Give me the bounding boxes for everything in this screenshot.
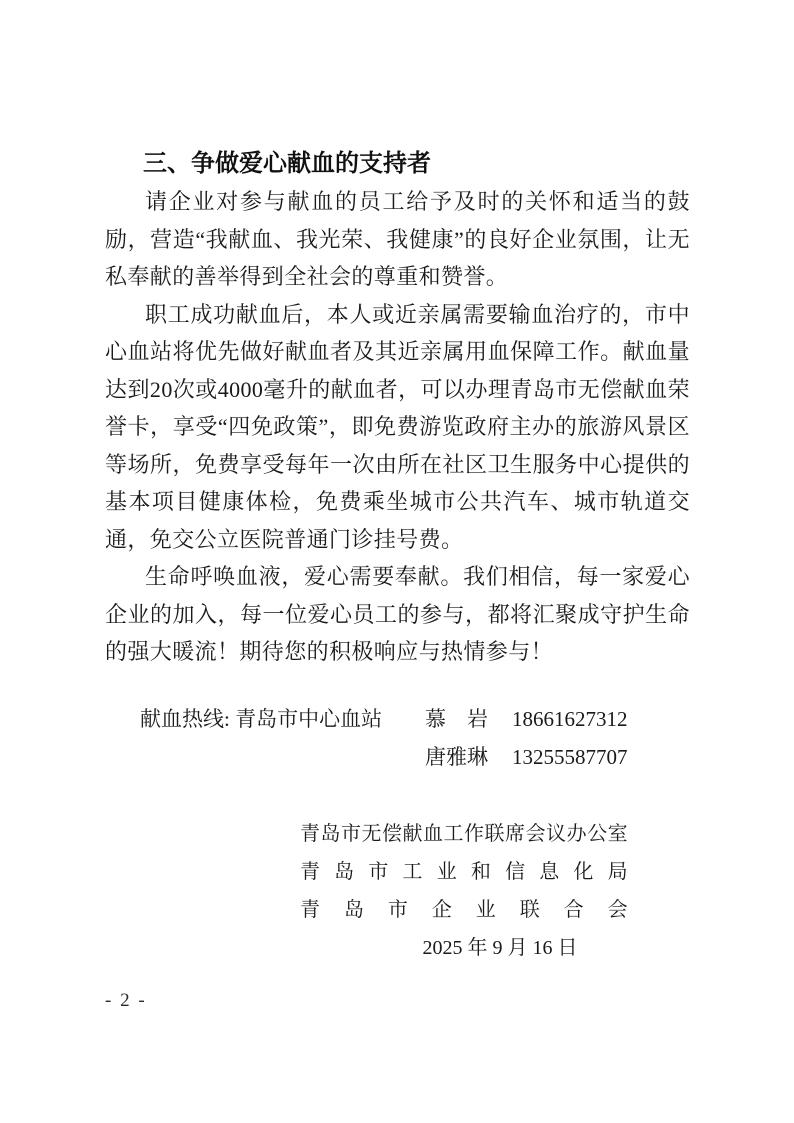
contact-phone: 13255587707 (512, 745, 628, 769)
hotline-row (105, 700, 690, 738)
contact-phone: 18661627312 (512, 707, 628, 731)
signing-organization: 青岛市工业和信息化局 (300, 861, 628, 883)
hotline-label-spacer (105, 738, 425, 776)
paragraph-closing-appeal: 生命呼唤血液，爱心需要奉献。我们相信，每一家爱心企业的加入，每一位爱心员工的参与，都将汇聚成守护生命的强大暖流！期待您的积极响应与热情参与！ (105, 564, 690, 664)
hotline-block (105, 700, 690, 776)
hotline-row (105, 738, 690, 776)
contact-name: 慕 岩 (425, 707, 488, 731)
signature-date: 2025 年 9 月 16 日 (422, 937, 578, 959)
signature-block (300, 815, 628, 967)
signing-organization: 青岛市企业联合会 (300, 899, 628, 921)
section-heading: 三、争做爱心献血的支持者 (143, 150, 431, 177)
contact-name: 唐雅琳 (425, 745, 488, 769)
hotline-label: 献血热线: 青岛市中心血站 (140, 707, 383, 731)
paragraph-support-appeal: 请企业对参与献血的员工给予及时的关怀和适当的鼓励，营造“我献血、我光荣、我健康”的良好企业氛围，让无私奉献的善举得到全社会的尊重和赞誉。 (105, 189, 690, 289)
signing-organization: 青岛市无偿献血工作联席会议办公室 (300, 823, 628, 845)
paragraph-donor-benefits: 职工成功献血后，本人或近亲属需要输血治疗的，市中心血站将优先做好献血者及其近亲属用血保障工作。献血量达到20次或4000毫升的献血者，可以办理青岛市无偿献血荣誉卡，享受“四免政策”，即免费游览政府主办的旅游风景区等场所，免费享受每年一次由所在社区卫生服务中心提供的基本项目健康体检，免费乘坐城市公共汽车、城市轨道交通，免交公立医院普通门诊挂号费。 (105, 301, 690, 552)
document-body (105, 145, 690, 671)
page-number: - 2 - (105, 990, 147, 1011)
